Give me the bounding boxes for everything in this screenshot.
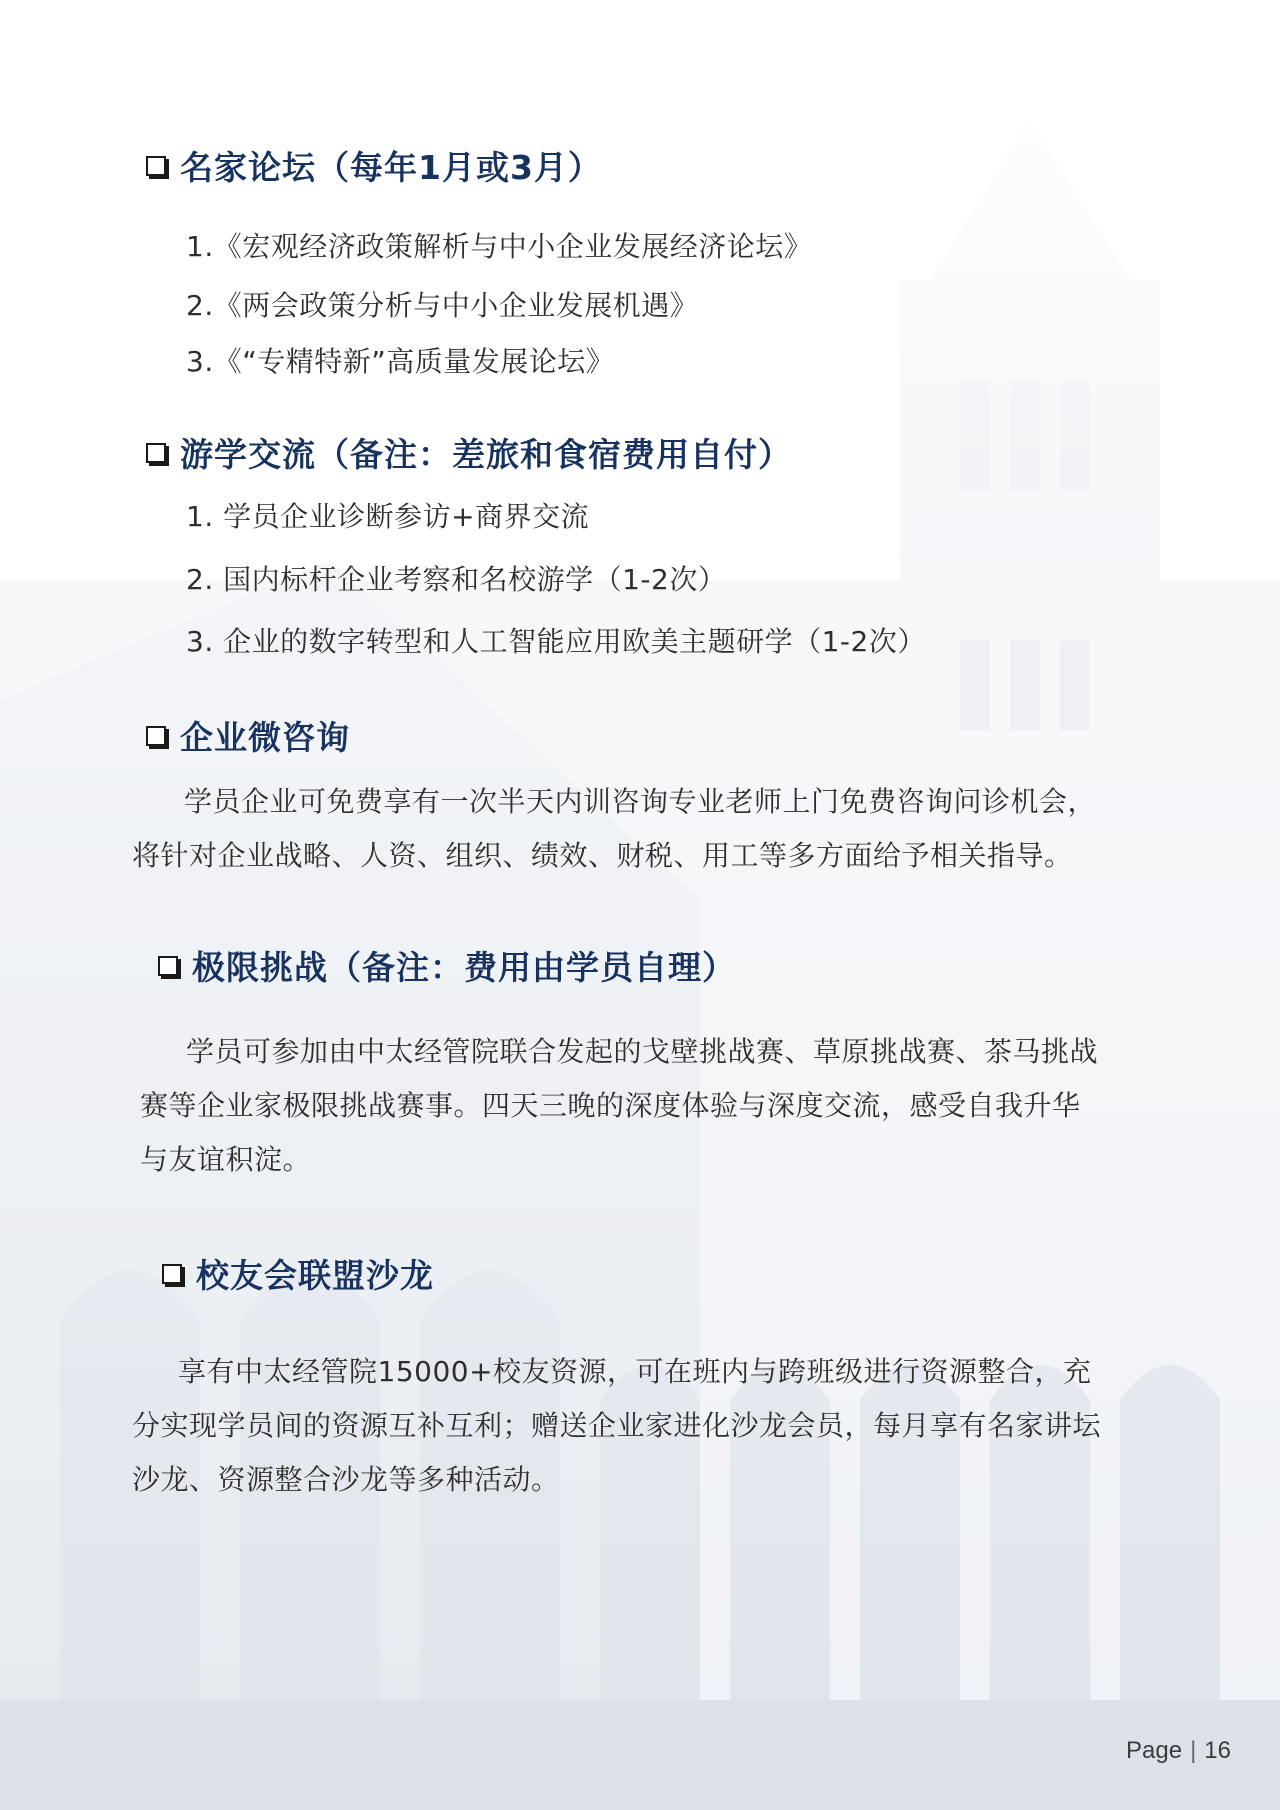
section-paragraph (132, 775, 1096, 883)
section-heading-extreme-challenge (158, 942, 736, 989)
checkbox-icon (146, 156, 166, 176)
section-title: 校友会联盟沙龙 (196, 1256, 434, 1295)
paragraph-line: 与友谊积淀。 (140, 1143, 312, 1176)
checkbox-icon (146, 443, 166, 463)
paragraph-line: 学员可参加由中太经管院联合发起的戈壁挑战赛、草原挑战赛、茶马挑战 (186, 1035, 1099, 1068)
list-item: 2.《两会政策分析与中小企业发展机遇》 (186, 289, 699, 322)
paragraph-line: 学员企业可免费享有一次半天内训咨询专业老师上门免费咨询问诊机会， (184, 785, 1097, 818)
list-item: 2. 国内标杆企业考察和名校游学（1-2次） (186, 563, 727, 596)
checkbox-icon (146, 726, 166, 746)
section-title: 游学交流（备注：差旅和食宿费用自付） (180, 435, 792, 474)
section-heading-alumni-salon (162, 1250, 434, 1297)
page-number: 16 (1204, 1737, 1231, 1764)
checkbox-icon (158, 956, 178, 976)
section-title: 名家论坛（每年1月或3月） (180, 148, 602, 187)
paragraph-line: 享有中太经管院15000+校友资源，可在班内与跨班级进行资源整合，充 (178, 1355, 1092, 1388)
list-item: 1.《宏观经济政策解析与中小企业发展经济论坛》 (186, 230, 813, 263)
list-item: 3. 企业的数字转型和人工智能应用欧美主题研学（1-2次） (186, 625, 926, 658)
paragraph-line: 分实现学员间的资源互补互利；赠送企业家进化沙龙会员，每月享有名家讲坛 (132, 1409, 1102, 1442)
section-heading-study-tour (146, 429, 792, 476)
paragraph-line: 沙龙、资源整合沙龙等多种活动。 (132, 1463, 560, 1496)
checkbox-icon (162, 1264, 182, 1284)
page-label: Page (1126, 1737, 1183, 1764)
paragraph-line: 赛等企业家极限挑战赛事。四天三晚的深度体验与深度交流，感受自我升华 (140, 1089, 1081, 1122)
section-title: 企业微咨询 (180, 718, 350, 757)
list-item: 3.《“专精特新”高质量发展论坛》 (186, 345, 615, 378)
list-item: 1. 学员企业诊断参访+商界交流 (186, 500, 590, 533)
section-heading-forum (146, 142, 602, 189)
section-heading-micro-consulting (146, 712, 350, 759)
section-paragraph (132, 1345, 1101, 1507)
paragraph-line: 将针对企业战略、人资、组织、绩效、财税、用工等多方面给予相关指导。 (132, 839, 1073, 872)
page-footer (1126, 1737, 1231, 1765)
section-paragraph (140, 1025, 1098, 1187)
page-separator: | (1190, 1737, 1197, 1764)
section-title: 极限挑战（备注：费用由学员自理） (192, 948, 736, 987)
